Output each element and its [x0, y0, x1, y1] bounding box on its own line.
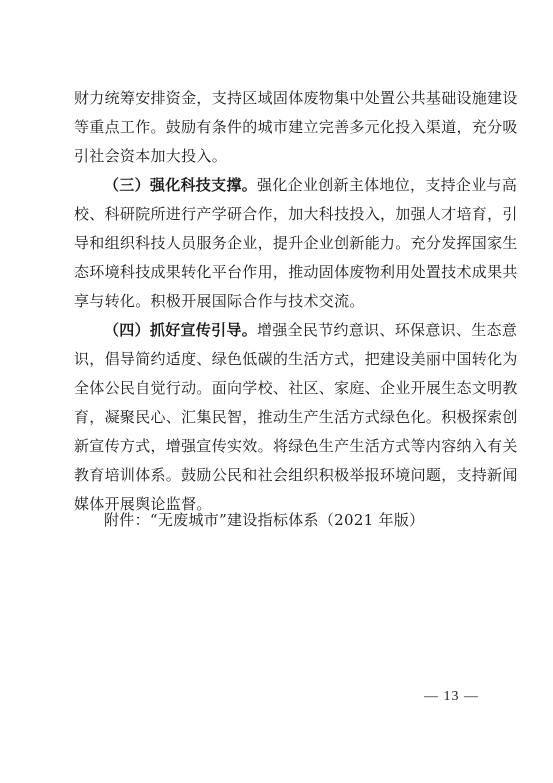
paragraph1-line1: 财力统筹安排资金，支持区域固体废物集中处置公共基础设施建设 [74, 89, 518, 107]
page-number: — 13 — [424, 689, 479, 704]
paragraph1-line3: 引社会资本加大投入。 [74, 147, 228, 165]
paragraph3-line1-text: 增强全民节约意识、环保意识、生态意 [257, 321, 518, 339]
paragraph3-line2: 识，倡导简约适度、绿色低碳的生活方式，把建设美丽中国转化为 [74, 350, 518, 368]
paragraph2-line5: 享与转化。积极开展国际合作与技术交流。 [74, 292, 365, 310]
paragraph3-line4: 育，凝聚民心、汇集民智，推动生产生活方式绿色化。积极探索创 [74, 408, 518, 426]
paragraph1-line2: 等重点工作。鼓励有条件的城市建立完善多元化投入渠道，充分吸 [74, 118, 518, 136]
section-heading-tech-support: （三）强化科技支撑。 [104, 176, 258, 194]
paragraph2-line1 [74, 171, 518, 200]
paragraph2-line3: 导和组织科技人员服务企业，提升企业创新能力。充分发挥国家生 [74, 234, 518, 252]
attachment-note: 附件：“无废城市”建设指标体系（2021 年版） [104, 511, 425, 529]
paragraph3-line5: 新宣传方式，增强宣传实效。将绿色生产生活方式等内容纳入有关 [74, 437, 518, 455]
paragraph3-line3: 全体公民自觉行动。面向学校、社区、家庭、企业开展生态文明教 [74, 379, 518, 397]
section-heading-publicity: （四）抓好宣传引导。 [104, 321, 258, 339]
paragraph3-line6: 教育培训体系。鼓励公民和社会组织积极举报环境问题，支持新闻 [74, 466, 518, 484]
paragraph3-line7: 媒体开展舆论监督。 [74, 495, 212, 513]
paragraph2-line4: 态环境科技成果转化平台作用，推动固体废物利用处置技术成果共 [74, 263, 518, 281]
paragraph2-line1-text: 强化企业创新主体地位，支持企业与高 [257, 176, 518, 194]
body-text [74, 84, 518, 519]
paragraph3-line1 [74, 316, 518, 345]
paragraph2-line2: 校、科研院所进行产学研合作，加大科技投入，加强人才培育，引 [74, 205, 518, 223]
